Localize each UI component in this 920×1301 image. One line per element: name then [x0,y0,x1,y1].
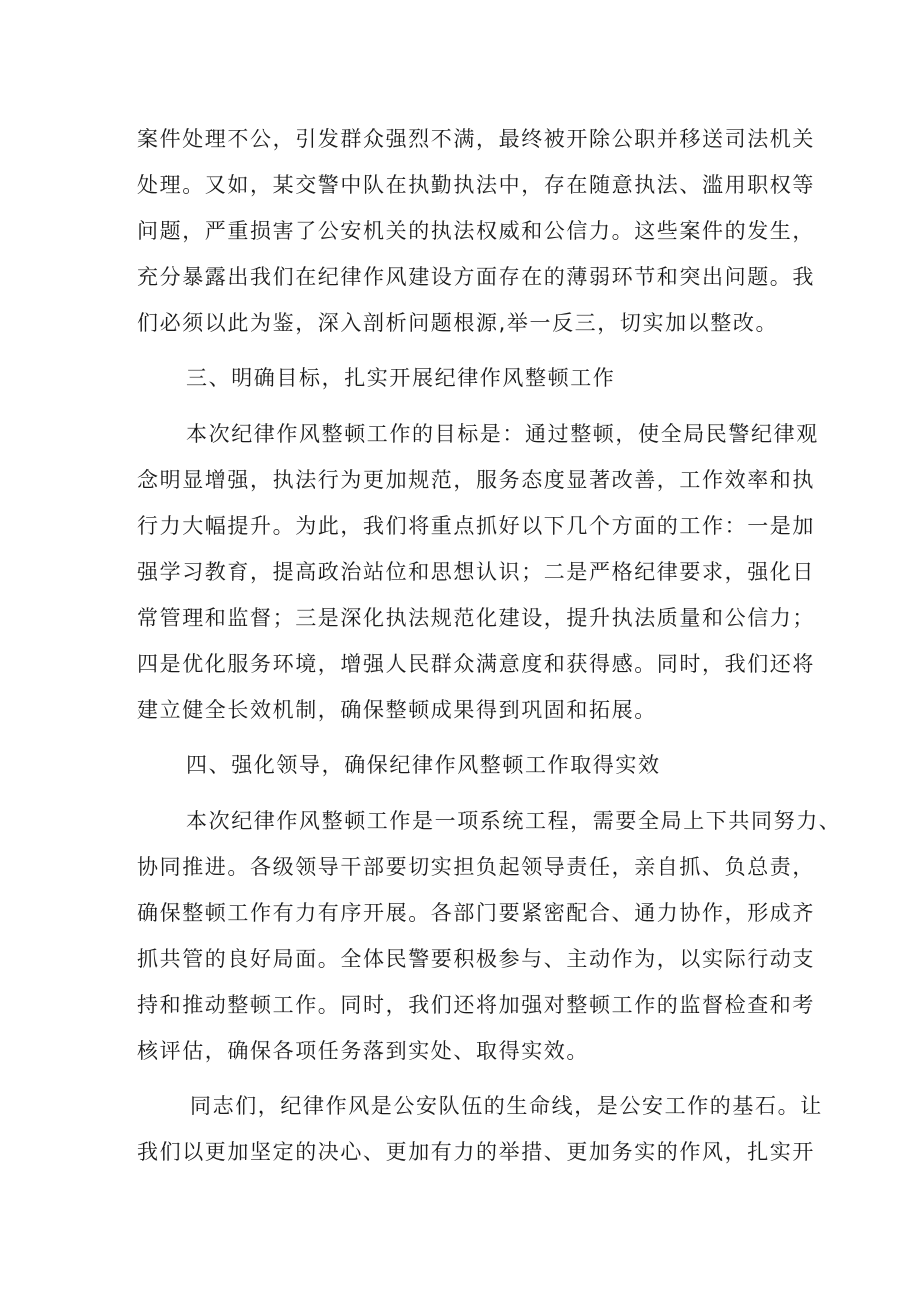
body-text-line: 持和推动整顿工作。同时，我们还将加强对整顿工作的监督检查和考 [137,993,815,1017]
body-text-line: 充分暴露出我们在纪律作风建设方面存在的薄弱环节和突出问题。我 [137,265,815,289]
body-text-line: 常管理和监督；三是深化执法规范化建设，提升执法质量和公信力； [137,606,815,630]
body-text-line: 本次纪律作风整顿工作的目标是：通过整顿，使全局民警纪律观 [186,422,819,446]
body-text-line: 我们以更加坚定的决心、更加有力的举措、更加务实的作风，扎实开 [137,1140,815,1164]
body-text-line: 案件处理不公，引发群众强烈不满，最终被开除公职并移送司法机关 [137,127,815,151]
body-text-line: 核评估，确保各项任务落到实处、取得实效。 [137,1039,589,1063]
section-heading-3: 三、明确目标，扎实开展纪律作风整顿工作 [186,366,616,390]
body-text-line: 们必须以此为鉴，深入剖析问题根源,举一反三，切实加以整改。 [137,311,779,335]
body-text-line: 强学习教育，提高政治站位和思想认识；二是严格纪律要求，强化日 [137,560,815,584]
body-text-line: 问题，严重损害了公安机关的执法权威和公信力。这些案件的发生， [137,219,815,243]
body-text-line: 四是优化服务环境，增强人民群众满意度和获得感。同时，我们还将 [137,652,815,676]
body-text-line: 同志们，纪律作风是公安队伍的生命线，是公安工作的基石。让 [190,1094,823,1118]
body-text-line: 本次纪律作风整顿工作是一项系统工程，需要全局上下共同努力、 [186,809,842,833]
section-heading-4: 四、强化领导，确保纪律作风整顿工作取得实效 [186,753,661,777]
body-text-line: 协同推进。各级领导干部要切实担负起领导责任，亲自抓、负总责， [137,855,815,879]
body-text-line: 确保整顿工作有力有序开展。各部门要紧密配合、通力协作，形成齐 [137,901,815,925]
body-text-line: 建立健全长效机制，确保整顿成果得到巩固和拓展。 [137,698,657,722]
body-text-line: 念明显增强，执法行为更加规范，服务态度显著改善，工作效率和执 [137,468,815,492]
body-text-line: 处理。又如，某交警中队在执勤执法中，存在随意执法、滥用职权等 [137,173,815,197]
body-text-line: 行力大幅提升。为此，我们将重点抓好以下几个方面的工作：一是加 [137,514,815,538]
body-text-line: 抓共管的良好局面。全体民警要积极参与、主动作为，以实际行动支 [137,947,815,971]
